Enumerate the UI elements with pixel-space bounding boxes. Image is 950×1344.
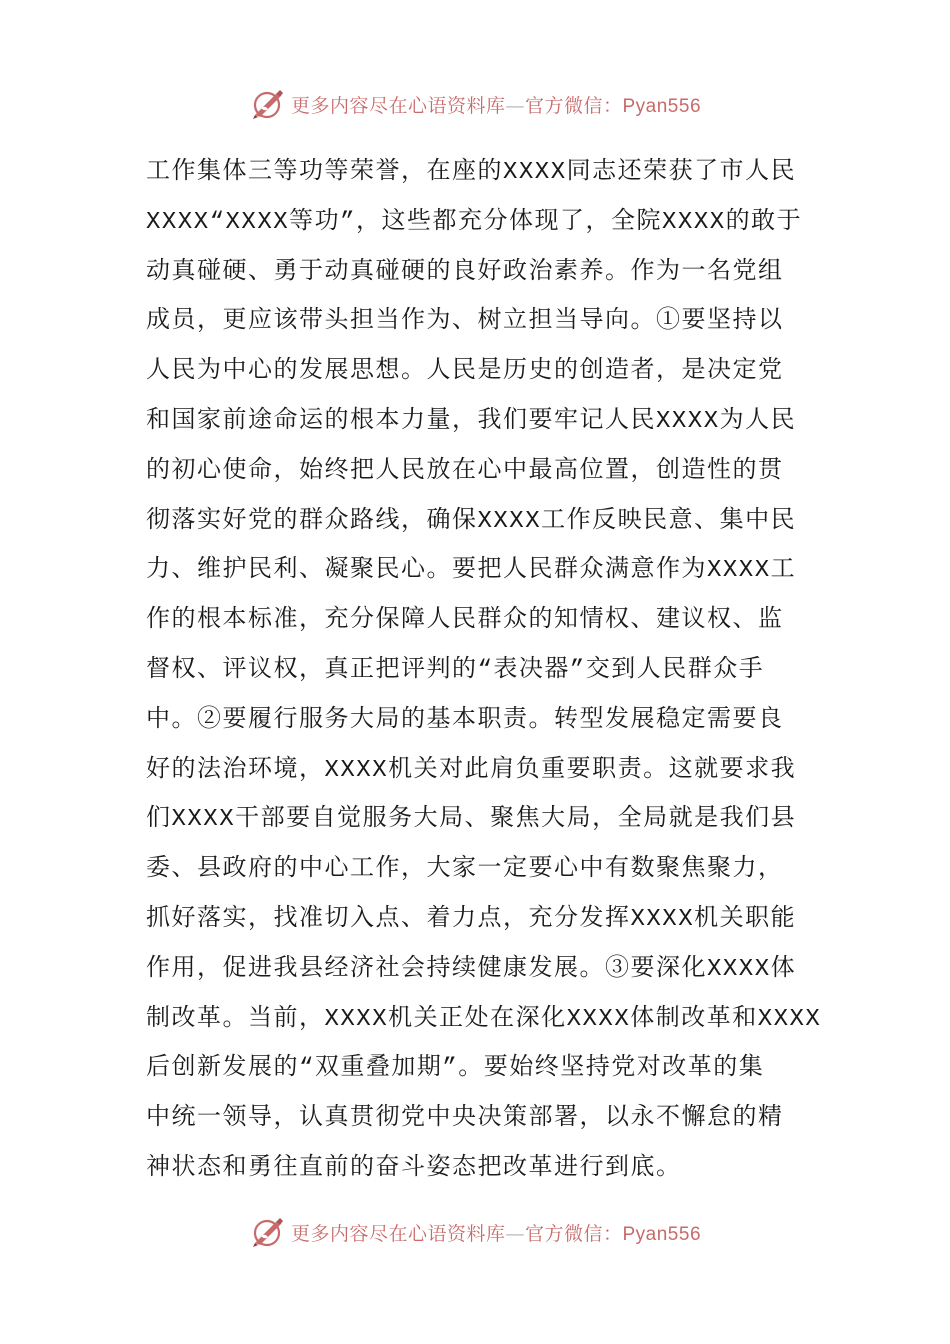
header-banner: [0, 84, 950, 124]
header-separator: —: [505, 94, 525, 117]
text-line: 后创新发展的“双重叠加期”。要始终坚持党对改革的集: [146, 1055, 765, 1083]
text-line: 成员，更应该带头担当作为、树立担当导向。①要坚持以: [146, 308, 784, 336]
body-text: [146, 148, 822, 1194]
header-wechat-label: 官方微信：: [524, 94, 623, 117]
text-line: 作用，促进我县经济社会持续健康发展。③要深化XXXX体: [146, 955, 797, 983]
text-line: 的初心使命，始终把人民放在心中最高位置，创造性的贯: [146, 457, 784, 485]
footer-banner-inner: [249, 1214, 701, 1250]
footer-separator: —: [505, 1222, 525, 1245]
text-line: 中。②要履行服务大局的基本职责。转型发展稳定需要良: [146, 706, 784, 734]
text-line: 神状态和勇往直前的奋斗姿态把改革进行到底。: [146, 1154, 682, 1182]
text-line: 力、维护民利、凝聚民心。要把人民群众满意作为XXXX工: [146, 557, 797, 585]
text-line: 人民为中心的发展思想。人民是历史的创造者，是决定党: [146, 358, 784, 386]
text-line: 和国家前途命运的根本力量，我们要牢记人民XXXX为人民: [146, 407, 797, 435]
text-line: 动真碰硬、勇于动真碰硬的良好政治素养。作为一名党组: [146, 258, 784, 286]
text-line: 彻落实好党的群众路线，确保XXXX工作反映民意、集中民: [146, 507, 797, 535]
footer-brand-text: 更多内容尽在心语资料库: [290, 1222, 506, 1245]
footer-banner: [0, 1212, 950, 1252]
pen-logo-icon: [249, 1214, 285, 1250]
text-line: 们XXXX干部要自觉服务大局、聚焦大局，全局就是我们县: [146, 806, 797, 834]
header-banner-inner: [249, 86, 701, 122]
text-line: 作的根本标准，充分保障人民群众的知情权、建议权、监: [146, 607, 784, 635]
text-line: 委、县政府的中心工作，大家一定要心中有数聚焦聚力，: [146, 856, 784, 884]
text-line: 工作集体三等功等荣誉，在座的XXXX同志还荣获了市人民: [146, 159, 797, 186]
header-banner-text: [291, 91, 701, 118]
text-line: XXXX“XXXX等功”，这些都充分体现了，全院XXXX的敢于: [146, 208, 803, 236]
text-line: 中统一领导，认真贯彻党中央决策部署，以永不懈怠的精: [146, 1105, 784, 1133]
footer-banner-text: [291, 1219, 701, 1246]
text-line: 督权、评议权，真正把评判的“表决器”交到人民群众手: [146, 656, 765, 684]
text-line: 好的法治环境，XXXX机关对此肩负重要职责。这就要求我: [146, 756, 797, 784]
text-line: 制改革。当前，XXXX机关正处在深化XXXX体制改革和XXXX: [146, 1005, 822, 1033]
footer-wechat-id: Pyan556: [622, 1223, 702, 1245]
footer-wechat-label: 官方微信：: [524, 1222, 623, 1245]
header-brand-text: 更多内容尽在心语资料库: [290, 94, 506, 117]
text-line: 抓好落实，找准切入点、着力点，充分发挥XXXX机关职能: [146, 905, 797, 933]
header-wechat-id: Pyan556: [622, 95, 702, 117]
pen-logo-icon: [249, 86, 285, 122]
